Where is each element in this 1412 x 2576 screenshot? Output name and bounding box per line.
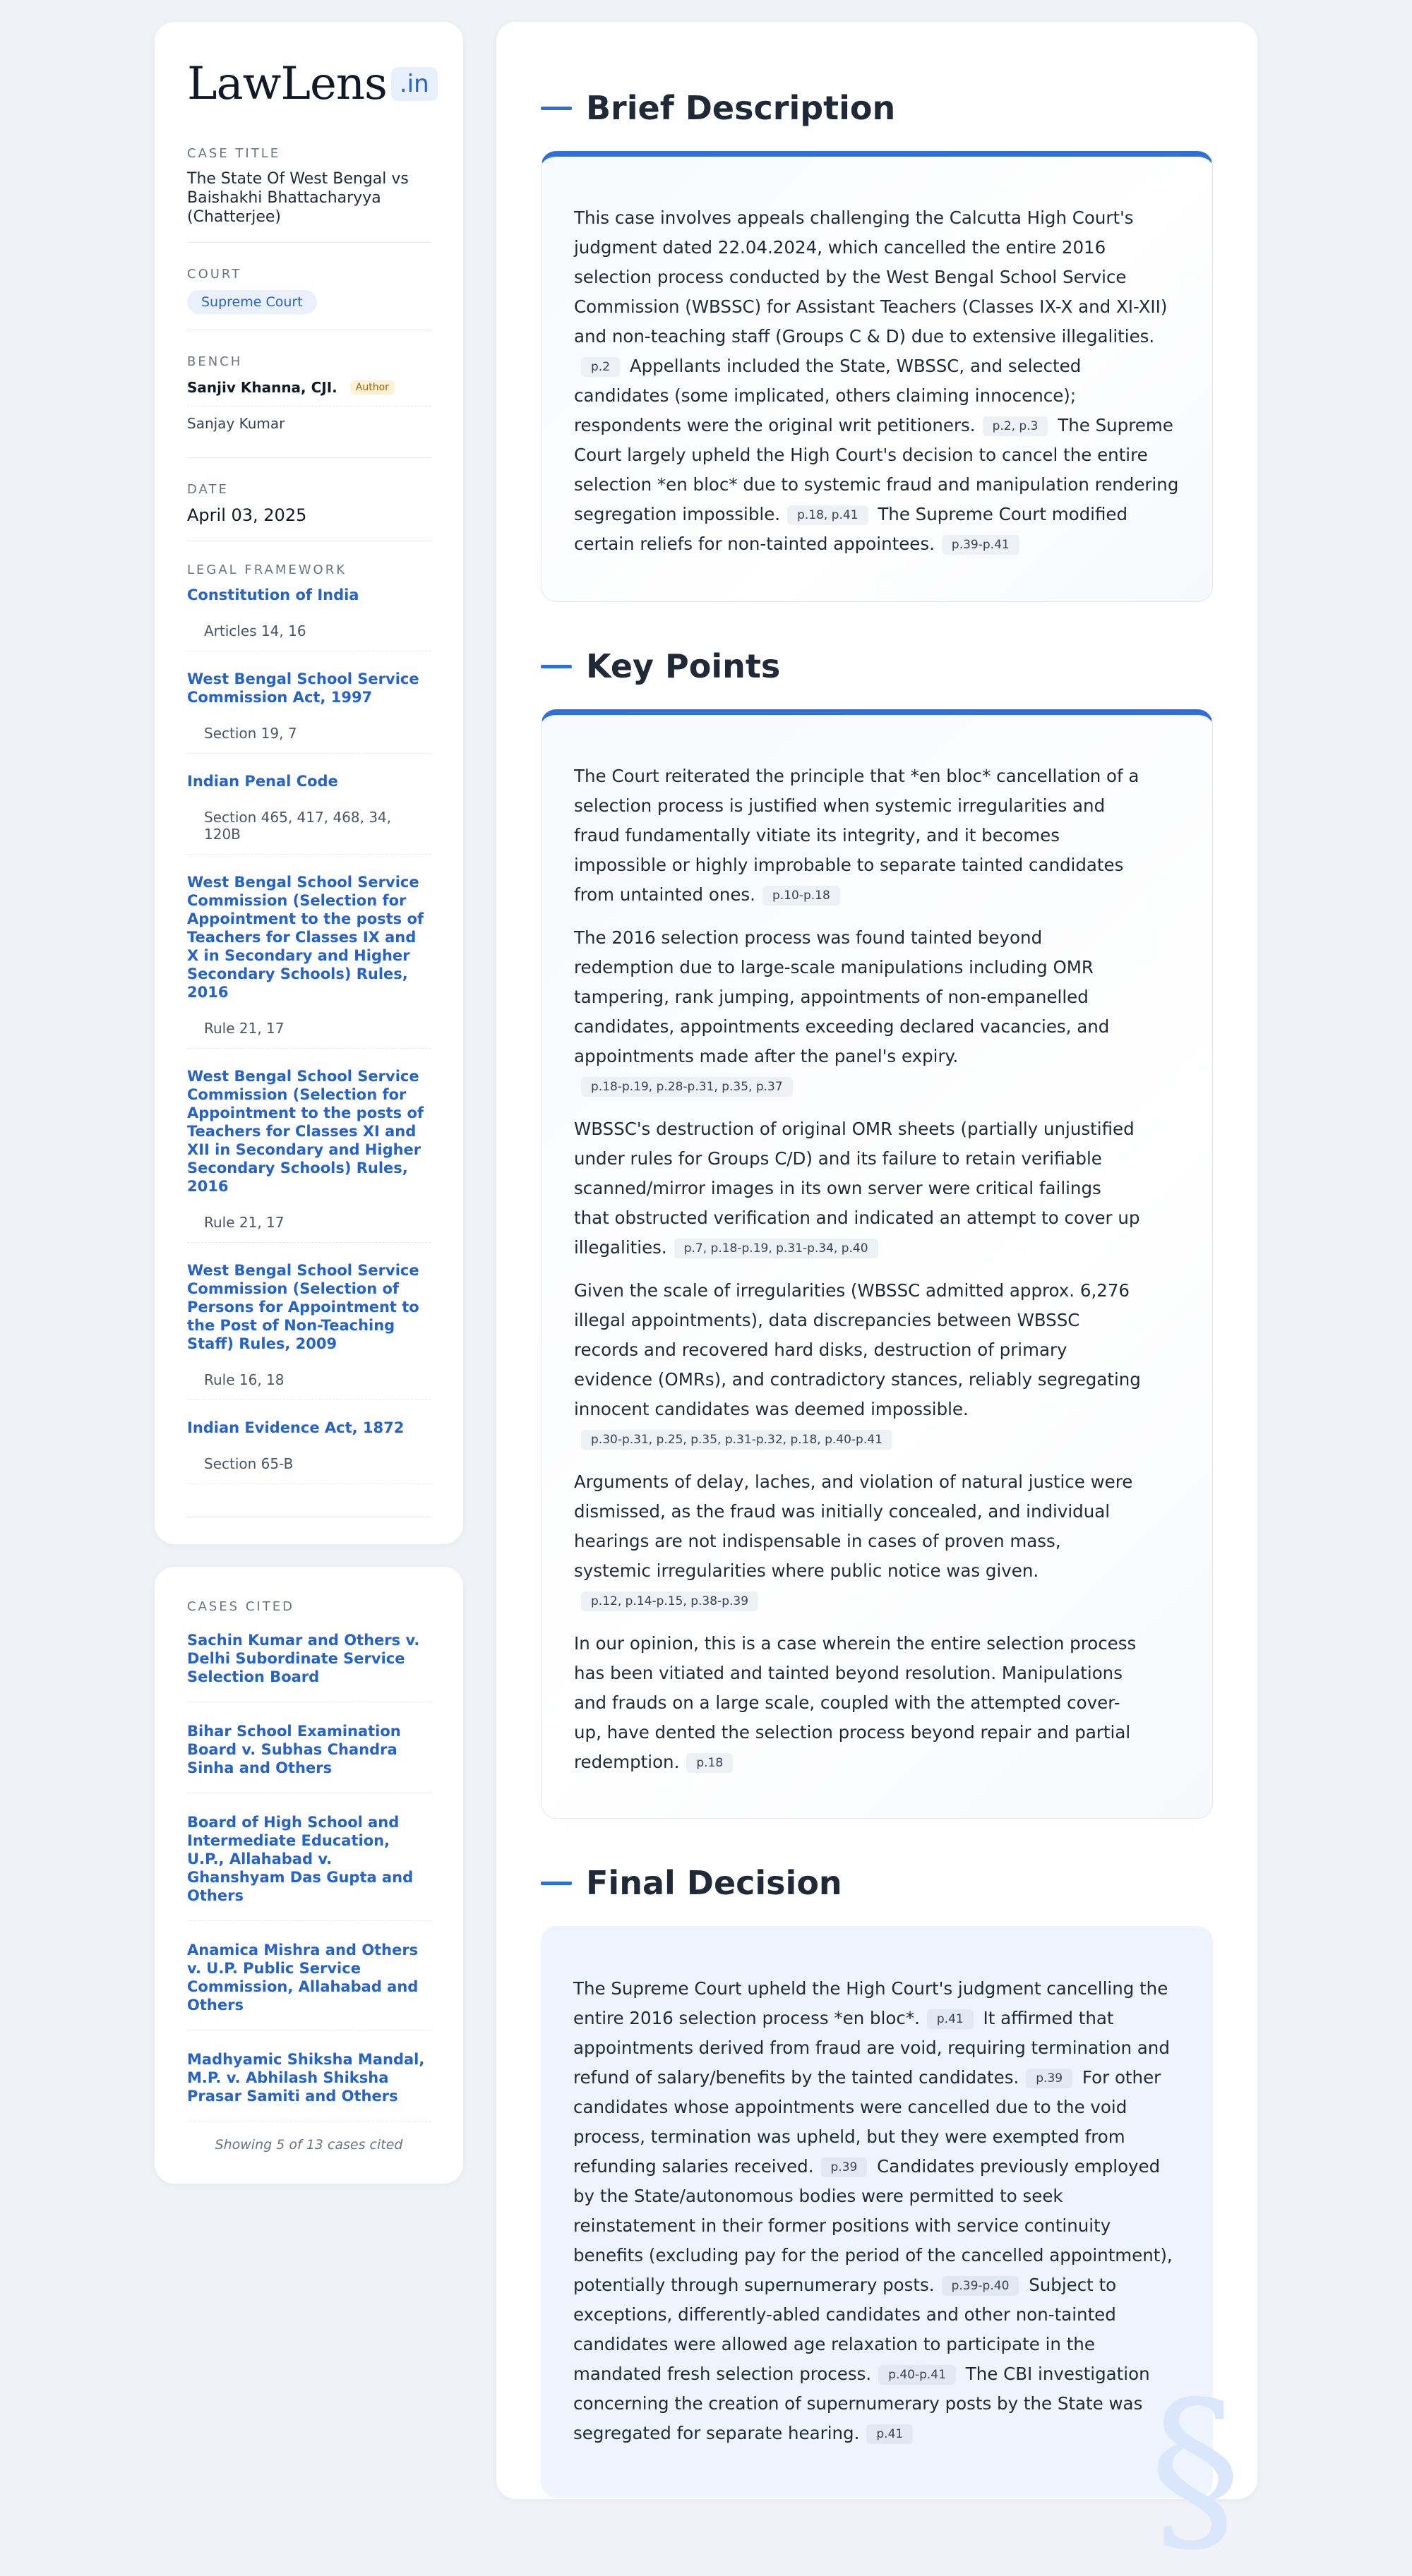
bench-judge [187, 407, 431, 442]
decision-text: For other candidates whose appointments were cancelled due to the void process, termination was upheld, but they were exempted from refunding salaries received. [573, 2067, 1161, 2177]
law-link[interactable]: Indian Penal Code [187, 773, 338, 790]
bench-label: BENCH [187, 354, 243, 369]
decision-paragraph [573, 1974, 1182, 2448]
heading-accent [541, 107, 572, 110]
key-point-text: Given the scale of irregularities (WBSSC admitted approx. 6,276 illegal appointments), data discrepancies between WBSSC records and recovered hard disks, destruction of primary evidence (OMRs), and contradictory stances, reliably segregating innocent candidates was deemed impossible. [574, 1280, 1141, 1419]
case-title-section [187, 146, 431, 243]
case-title: The State Of West Bengal vs Baishakhi Bhattacharyya (Chatterjee) [187, 170, 409, 226]
cited-case-link[interactable]: Board of High School and Intermediate Education, U.P., Allahabad v. Ghanshyam Das Gupta and Others [187, 1809, 431, 1921]
law-link[interactable]: Indian Evidence Act, 1872 [187, 1419, 405, 1436]
page-citation[interactable]: p.18, p.41 [787, 505, 868, 525]
court-badge: Supreme Court [187, 290, 317, 314]
cases-cited-label: CASES CITED [187, 1599, 294, 1614]
law-sections: Rule 16, 18 [187, 1353, 431, 1400]
key-points-heading [541, 647, 1213, 685]
law-link[interactable]: West Bengal School Service Commission (Selection for Appointment to the posts of Teachers for Classes IX and X in Secondary and Higher Secondary Schools) Rules, 2016 [187, 874, 424, 1001]
law-link[interactable]: West Bengal School Service Commission (Selection of Persons for Appointment to the Post of Non-Teaching Staff) Rules, 2009 [187, 1262, 419, 1352]
law-sections: Section 65-B [187, 1437, 431, 1484]
key-point-text: Arguments of delay, laches, and violation of natural justice were dismissed, as the fraud was initially concealed, and individual hearings are not indispensable in cases of proven mass, systemic irregularities where public notice was given. [574, 1471, 1133, 1581]
page-citation[interactable]: p.30-p.31, p.25, p.35, p.31-p.32, p.18, p.40-p.41 [581, 1430, 892, 1450]
key-point [574, 1629, 1142, 1777]
key-point [574, 762, 1142, 910]
case-info-card [155, 22, 463, 1544]
brief-text: Appellants included the State, WBSSC, and selected candidates (some implicated, others claiming innocence); respondents were the original writ petitioners. [574, 356, 1082, 435]
decision-text: The Supreme Court upheld the High Court's judgment cancelling the entire 2016 selection process *en bloc*. [573, 1978, 1168, 2028]
key-point-text: The 2016 selection process was found tainted beyond redemption due to large-scale manipulations including OMR tampering, rank jumping, appointments of non-empanelled candidates, appointments exceeding declared vacancies, and appointments made after the panel's expiry. [574, 927, 1110, 1066]
logo-tld-badge: .in [391, 67, 438, 102]
key-point-text: In our opinion, this is a case wherein the entire selection process has been vitiated and tainted beyond resolution. Manipulations and frauds on a large scale, coupled with the attempted cover-up, have dented the selection process beyond repair and partial redemption. [574, 1633, 1137, 1772]
judgment-date: April 03, 2025 [187, 505, 307, 525]
final-decision-box [541, 1926, 1241, 2576]
page-citation[interactable]: p.39 [1026, 2069, 1072, 2088]
legal-framework-label: LEGAL FRAMEWORK [187, 562, 347, 577]
brief-text: This case involves appeals challenging the Calcutta High Court's judgment dated 22.04.2024, which cancelled the entire 2016 selection process conducted by the West Bengal School Service Commission (WBSSC) for Assistant Teachers (Classes IX-X and XI-XII) and non-teaching staff (Groups C & D) due to extensive illegalities. [574, 207, 1168, 347]
cases-count-note: Showing 5 of 13 cases cited [215, 2137, 403, 2153]
heading-accent [541, 665, 572, 668]
page-citation[interactable]: p.39-p.41 [942, 535, 1019, 555]
law-sections: Articles 14, 16 [187, 604, 431, 651]
main-content [496, 22, 1257, 2576]
logo-text: LawLens [187, 58, 387, 110]
page-citation[interactable]: p.7, p.18-p.19, p.31-p.34, p.40 [674, 1239, 878, 1258]
page-citation[interactable]: p.18 [686, 1753, 733, 1773]
key-point [574, 1114, 1142, 1263]
section-title: Final Decision [586, 1864, 842, 1902]
author-badge: Author [350, 380, 395, 395]
page-citation[interactable]: p.41 [927, 2009, 974, 2029]
cited-case-link[interactable]: Sachin Kumar and Others v. Delhi Subordinate Service Selection Board [187, 1627, 431, 1702]
decision-text: Subject to exceptions, differently-abled candidates and other non-tainted candidates were allowed age relaxation to participate in the mandated fresh selection process. [573, 2275, 1117, 2384]
logo[interactable] [187, 58, 431, 110]
page-citation[interactable]: p.39 [821, 2157, 868, 2177]
law-sections: Rule 21, 17 [187, 1001, 431, 1049]
court-section [187, 267, 431, 330]
final-decision-heading [541, 1864, 1213, 1902]
page-citation[interactable]: p.18-p.19, p.28-p.31, p.35, p.37 [581, 1077, 793, 1097]
key-point [574, 1276, 1142, 1454]
brief-heading [541, 89, 1213, 127]
cases-cited-card [155, 1567, 463, 2184]
law-sections: Section 465, 417, 468, 34, 120B [187, 790, 431, 855]
page-citation[interactable]: p.41 [866, 2424, 913, 2444]
section-title: Key Points [586, 647, 781, 685]
case-title-label: CASE TITLE [187, 146, 281, 161]
key-point-text: WBSSC's destruction of original OMR sheets (partially unjustified under rules for Groups C/D) and its failure to retain verifiable scanned/mirror images in its own server were critical failings that obstructed verification and indicated an attempt to cover up illegalities. [574, 1119, 1140, 1258]
page-citation[interactable]: p.40-p.41 [878, 2365, 956, 2385]
sidebar [155, 22, 463, 2184]
law-link[interactable]: Constitution of India [187, 586, 359, 603]
section-symbol-watermark: § [1149, 2363, 1241, 2576]
brief-paragraph [574, 203, 1181, 559]
law-link[interactable]: West Bengal School Service Commission Act, 1997 [187, 670, 419, 706]
decision-text: Candidates previously employed by the State/autonomous bodies were permitted to seek reinstatement in their former positions with service continuity benefits (excluding pay for the period of the cancelled appointment), potentially through supernumerary posts. [573, 2156, 1173, 2295]
page-citation[interactable]: p.2, p.3 [983, 416, 1048, 436]
heading-accent [541, 1882, 572, 1885]
brief-text: The Supreme Court largely upheld the High Court's decision to cancel the entire selection *en bloc* due to systemic fraud and manipulation rendering segregation impossible. [574, 415, 1179, 524]
law-link[interactable]: West Bengal School Service Commission (Selection for Appointment to the posts of Teachers for Classes XI and XII in Secondary and Higher Secondary Schools) Rules, 2016 [187, 1068, 424, 1195]
judge-name: Sanjiv Khanna, CJI. [187, 379, 337, 396]
cited-case-link[interactable]: Bihar School Examination Board v. Subhas Chandra Sinha and Others [187, 1718, 431, 1793]
cited-case-link[interactable]: Madhyamic Shiksha Mandal, M.P. v. Abhilash Shiksha Prasar Samiti and Others [187, 2046, 431, 2121]
bench-judge [187, 378, 431, 407]
law-sections: Rule 21, 17 [187, 1196, 431, 1243]
brief-description-box [541, 151, 1213, 602]
legal-framework-section [187, 562, 431, 1517]
decision-text: The CBI investigation concerning the creation of supernumerary posts by the State was segregated for separate hearing. [573, 2364, 1150, 2443]
key-points-box [541, 709, 1213, 1819]
date-section [187, 482, 431, 541]
section-title: Brief Description [586, 89, 896, 127]
page-citation[interactable]: p.12, p.14-p.15, p.38-p.39 [581, 1591, 758, 1611]
date-label: DATE [187, 482, 229, 497]
key-point [574, 1467, 1142, 1615]
key-point-text: The Court reiterated the principle that *en bloc* cancellation of a selection process is justified when systemic irregularities and fraud fundamentally vitiate its integrity, and it becomes impossible or highly improbable to separate tainted candidates from untainted ones. [574, 766, 1139, 905]
page-citation[interactable]: p.2 [581, 357, 620, 377]
key-point [574, 923, 1142, 1101]
judge-name: Sanjay Kumar [187, 415, 285, 432]
law-sections: Section 19, 7 [187, 706, 431, 754]
cited-case-link[interactable]: Anamica Mishra and Others v. U.P. Public Service Commission, Allahabad and Others [187, 1937, 431, 2030]
court-label: COURT [187, 267, 242, 282]
bench-section [187, 354, 431, 458]
brief-text: The Supreme Court modified certain reliefs for non-tainted appointees. [574, 504, 1128, 554]
page-citation[interactable]: p.10-p.18 [762, 886, 840, 905]
page-citation[interactable]: p.39-p.40 [942, 2276, 1019, 2296]
decision-text: It affirmed that appointments derived from fraud are void, requiring termination and refund of salary/benefits by the tainted candidates. [573, 2008, 1170, 2088]
